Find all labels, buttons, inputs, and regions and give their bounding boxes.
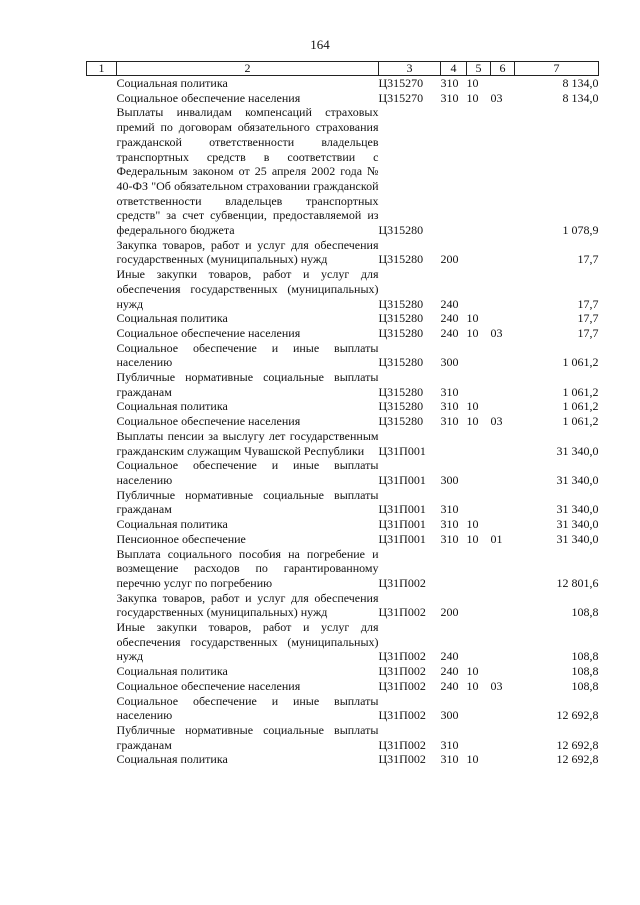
row-expense-type: 310 xyxy=(440,399,459,414)
row-target-code: Ц315280 xyxy=(378,384,424,399)
row-subsection xyxy=(491,488,515,517)
row-amount: 31 340,0 xyxy=(556,517,599,532)
table-row xyxy=(87,267,599,311)
row-subsection xyxy=(491,517,515,532)
row-subsection xyxy=(491,341,515,370)
row-section: 10 xyxy=(466,414,479,429)
row-expense-type: 300 xyxy=(440,472,459,487)
row-subsection xyxy=(491,238,515,267)
row-index-cell xyxy=(87,694,117,723)
row-index-cell xyxy=(87,458,117,487)
row-subsection xyxy=(491,752,515,767)
row-section xyxy=(467,429,491,458)
row-section xyxy=(467,458,491,487)
row-target-code: Ц31П002 xyxy=(378,678,426,693)
row-expense-type: 300 xyxy=(440,708,459,723)
row-subsection xyxy=(491,76,515,91)
row-section: 10 xyxy=(466,664,479,679)
budget-table xyxy=(86,61,599,767)
row-section: 10 xyxy=(466,325,479,340)
row-expense-type: 240 xyxy=(440,678,459,693)
row-name: Иные закупки товаров, работ и услуг для обеспечения государственных (муниципальных) нужд xyxy=(116,620,379,664)
row-target-code: Ц31П002 xyxy=(378,737,426,752)
row-expense-type: 240 xyxy=(440,664,459,679)
row-target-code: Ц315270 xyxy=(378,90,424,105)
row-target-code: Ц31П001 xyxy=(378,531,426,546)
row-section xyxy=(467,620,491,664)
row-subsection xyxy=(491,723,515,752)
row-amount: 1 078,9 xyxy=(562,223,599,238)
table-row xyxy=(87,620,599,664)
row-name: Выплата социального пособия на погребение и возмещение расходов по гарантированному перечню услуг по погребению xyxy=(116,546,379,590)
row-expense-type: 310 xyxy=(440,531,459,546)
row-target-code: Ц315280 xyxy=(378,252,424,267)
row-section xyxy=(467,591,491,620)
row-subsection xyxy=(491,664,515,679)
row-expense-type xyxy=(441,105,467,237)
row-target-code: Ц31П001 xyxy=(378,443,426,458)
row-target-code: Ц31П001 xyxy=(378,472,426,487)
row-target-code: Ц31П002 xyxy=(378,708,426,723)
row-expense-type: 200 xyxy=(440,605,459,620)
row-section xyxy=(467,723,491,752)
row-amount: 12 692,8 xyxy=(556,737,599,752)
column-number-1: 1 xyxy=(87,62,117,76)
row-target-code: Ц31П002 xyxy=(378,752,426,767)
row-name: Социальная политика xyxy=(116,76,228,90)
row-target-code: Ц315280 xyxy=(378,355,424,370)
row-index-cell xyxy=(87,238,117,267)
row-name: Социальная политика xyxy=(116,752,228,767)
column-number-2: 2 xyxy=(117,62,379,76)
row-index-cell xyxy=(87,267,117,311)
row-section xyxy=(467,105,491,237)
row-name: Социальное обеспечение населения xyxy=(116,678,301,693)
row-expense-type: 310 xyxy=(440,384,459,399)
row-amount: 17,7 xyxy=(577,325,599,340)
row-target-code: Ц31П001 xyxy=(378,502,426,517)
row-name: Закупка товаров, работ и услуг для обеспечения государственных (муниципальных) нужд xyxy=(116,590,379,620)
row-name: Социальное обеспечение и иные выплаты населению xyxy=(116,340,379,370)
column-number-4: 4 xyxy=(441,62,467,76)
row-section: 10 xyxy=(466,517,479,532)
row-index-cell xyxy=(87,105,117,237)
row-name: Социальная политика xyxy=(116,399,228,414)
row-amount: 31 340,0 xyxy=(556,531,599,546)
row-amount: 1 061,2 xyxy=(562,399,599,414)
column-number-6: 6 xyxy=(491,62,515,76)
row-name: Закупка товаров, работ и услуг для обеспечения государственных (муниципальных) нужд xyxy=(116,237,379,267)
row-section: 10 xyxy=(466,76,479,90)
row-amount: 1 061,2 xyxy=(562,355,599,370)
row-name: Социальное обеспечение и иные выплаты населению xyxy=(116,458,379,487)
row-section xyxy=(467,547,491,591)
row-target-code: Ц315280 xyxy=(378,414,424,429)
table-row xyxy=(87,414,599,429)
column-number-7: 7 xyxy=(515,62,599,76)
row-amount: 12 801,6 xyxy=(556,575,599,590)
row-subsection xyxy=(491,547,515,591)
row-name: Социальная политика xyxy=(116,311,228,326)
row-section: 10 xyxy=(466,90,479,105)
table-row xyxy=(87,238,599,267)
row-amount: 1 061,2 xyxy=(562,414,599,429)
row-index-cell xyxy=(87,488,117,517)
table-row xyxy=(87,341,599,370)
row-section xyxy=(467,341,491,370)
row-subsection xyxy=(491,370,515,399)
row-subsection xyxy=(491,429,515,458)
table-row xyxy=(87,694,599,723)
row-target-code: Ц315280 xyxy=(378,325,424,340)
row-expense-type xyxy=(441,547,467,591)
row-target-code: Ц31П002 xyxy=(378,605,426,620)
row-subsection xyxy=(491,591,515,620)
row-name: Социальное обеспечение населения xyxy=(116,325,301,340)
row-index-cell xyxy=(87,370,117,399)
table-row xyxy=(87,91,599,106)
table-row xyxy=(87,664,599,679)
row-expense-type: 310 xyxy=(440,737,459,752)
row-section xyxy=(467,267,491,311)
row-amount: 108,8 xyxy=(571,605,599,620)
row-index-cell xyxy=(87,311,117,326)
row-expense-type: 310 xyxy=(440,517,459,532)
row-amount: 8 134,0 xyxy=(562,90,599,105)
row-amount: 31 340,0 xyxy=(556,472,599,487)
row-amount: 1 061,2 xyxy=(562,384,599,399)
row-name: Социальная политика xyxy=(116,517,228,532)
row-subsection: 01 xyxy=(490,531,503,546)
table-row xyxy=(87,429,599,458)
row-index-cell xyxy=(87,341,117,370)
table-row xyxy=(87,370,599,399)
row-index-cell xyxy=(87,723,117,752)
row-subsection xyxy=(491,311,515,326)
row-name: Публичные нормативные социальные выплаты гражданам xyxy=(116,370,379,399)
row-target-code: Ц31П001 xyxy=(378,517,426,532)
row-subsection xyxy=(491,458,515,487)
table-row xyxy=(87,547,599,591)
row-subsection xyxy=(491,694,515,723)
row-target-code: Ц315280 xyxy=(378,399,424,414)
row-index-cell xyxy=(87,664,117,679)
row-index-cell xyxy=(87,752,117,767)
row-index-cell xyxy=(87,517,117,532)
row-expense-type: 240 xyxy=(440,649,459,664)
row-section xyxy=(467,488,491,517)
row-subsection xyxy=(491,267,515,311)
row-section: 10 xyxy=(466,311,479,326)
row-target-code: Ц315280 xyxy=(378,311,424,326)
row-name: Выплаты инвалидам компенсаций страховых премий по договорам обязательного страхования гражданской ответственности владельцев транспортных средств в соответствии с Федеральным законом от 25 апреля 2002 года № 40-ФЗ "Об обязательном страховании гражданской ответственности владельцев транспортных средств" за счет субвенции, предоставляемой из федерального бюджета xyxy=(116,105,379,238)
table-row xyxy=(87,488,599,517)
row-expense-type: 310 xyxy=(440,76,459,90)
row-expense-type: 240 xyxy=(440,296,459,311)
column-number-3: 3 xyxy=(379,62,441,76)
row-name: Социальная политика xyxy=(116,664,228,679)
row-index-cell xyxy=(87,532,117,547)
header-row xyxy=(87,62,599,76)
row-name: Выплаты пенсии за выслугу лет государственным гражданским служащим Чувашской Республики xyxy=(116,428,379,458)
row-amount: 12 692,8 xyxy=(556,752,599,767)
row-subsection: 03 xyxy=(490,325,503,340)
row-expense-type xyxy=(441,429,467,458)
row-expense-type: 310 xyxy=(440,752,459,767)
row-index-cell xyxy=(87,326,117,341)
row-section xyxy=(467,694,491,723)
row-section: 10 xyxy=(466,399,479,414)
row-subsection: 03 xyxy=(490,414,503,429)
row-subsection xyxy=(491,399,515,414)
row-subsection xyxy=(491,105,515,237)
row-expense-type: 310 xyxy=(440,414,459,429)
row-amount: 17,7 xyxy=(577,311,599,326)
row-target-code: Ц315280 xyxy=(378,223,424,238)
table-row xyxy=(87,105,599,237)
page-number: 164 xyxy=(310,37,330,52)
row-expense-type: 310 xyxy=(440,90,459,105)
row-target-code: Ц315280 xyxy=(378,296,424,311)
row-section: 10 xyxy=(466,531,479,546)
row-expense-type: 240 xyxy=(440,311,459,326)
row-amount: 108,8 xyxy=(571,649,599,664)
row-amount: 17,7 xyxy=(577,296,599,311)
row-subsection: 03 xyxy=(490,90,503,105)
table-row xyxy=(87,326,599,341)
row-amount: 31 340,0 xyxy=(556,502,599,517)
row-index-cell xyxy=(87,414,117,429)
row-expense-type: 240 xyxy=(440,325,459,340)
row-name: Публичные нормативные социальные выплаты гражданам xyxy=(116,722,379,752)
row-expense-type: 310 xyxy=(440,502,459,517)
table-row xyxy=(87,591,599,620)
row-index-cell xyxy=(87,591,117,620)
row-expense-type: 300 xyxy=(440,355,459,370)
row-amount: 12 692,8 xyxy=(556,708,599,723)
table-body xyxy=(87,76,599,768)
row-index-cell xyxy=(87,620,117,664)
row-section: 10 xyxy=(466,678,479,693)
row-amount: 31 340,0 xyxy=(556,443,599,458)
row-index-cell xyxy=(87,399,117,414)
table-row xyxy=(87,723,599,752)
table-row xyxy=(87,458,599,487)
table-row xyxy=(87,399,599,414)
row-section: 10 xyxy=(466,752,479,767)
row-amount: 8 134,0 xyxy=(562,76,599,90)
table-row xyxy=(87,517,599,532)
row-index-cell xyxy=(87,76,117,91)
row-amount: 108,8 xyxy=(571,678,599,693)
row-name: Социальное обеспечение населения xyxy=(116,90,301,105)
table-header xyxy=(87,62,599,76)
row-index-cell xyxy=(87,679,117,694)
row-index-cell xyxy=(87,429,117,458)
row-name: Пенсионное обеспечение xyxy=(116,531,246,546)
row-target-code: Ц31П002 xyxy=(378,649,426,664)
row-amount: 108,8 xyxy=(571,664,599,679)
row-index-cell xyxy=(87,91,117,106)
row-name: Публичные нормативные социальные выплаты гражданам xyxy=(116,487,379,517)
row-name: Социальное обеспечение населения xyxy=(116,414,301,429)
row-subsection: 03 xyxy=(490,678,503,693)
row-target-code: Ц315270 xyxy=(378,76,424,90)
table-row xyxy=(87,532,599,547)
table-row xyxy=(87,76,599,91)
row-target-code: Ц31П002 xyxy=(378,575,426,590)
row-name: Социальное обеспечение и иные выплаты населению xyxy=(116,693,379,723)
row-expense-type: 200 xyxy=(440,252,459,267)
row-target-code: Ц31П002 xyxy=(378,664,426,679)
row-index-cell xyxy=(87,547,117,591)
table-row xyxy=(87,752,599,767)
row-section xyxy=(467,370,491,399)
column-number-5: 5 xyxy=(467,62,491,76)
row-subsection xyxy=(491,620,515,664)
table-row xyxy=(87,679,599,694)
row-section xyxy=(467,238,491,267)
row-amount: 17,7 xyxy=(577,252,599,267)
row-name: Иные закупки товаров, работ и услуг для обеспечения государственных (муниципальных) нужд xyxy=(116,267,379,311)
table-row xyxy=(87,311,599,326)
